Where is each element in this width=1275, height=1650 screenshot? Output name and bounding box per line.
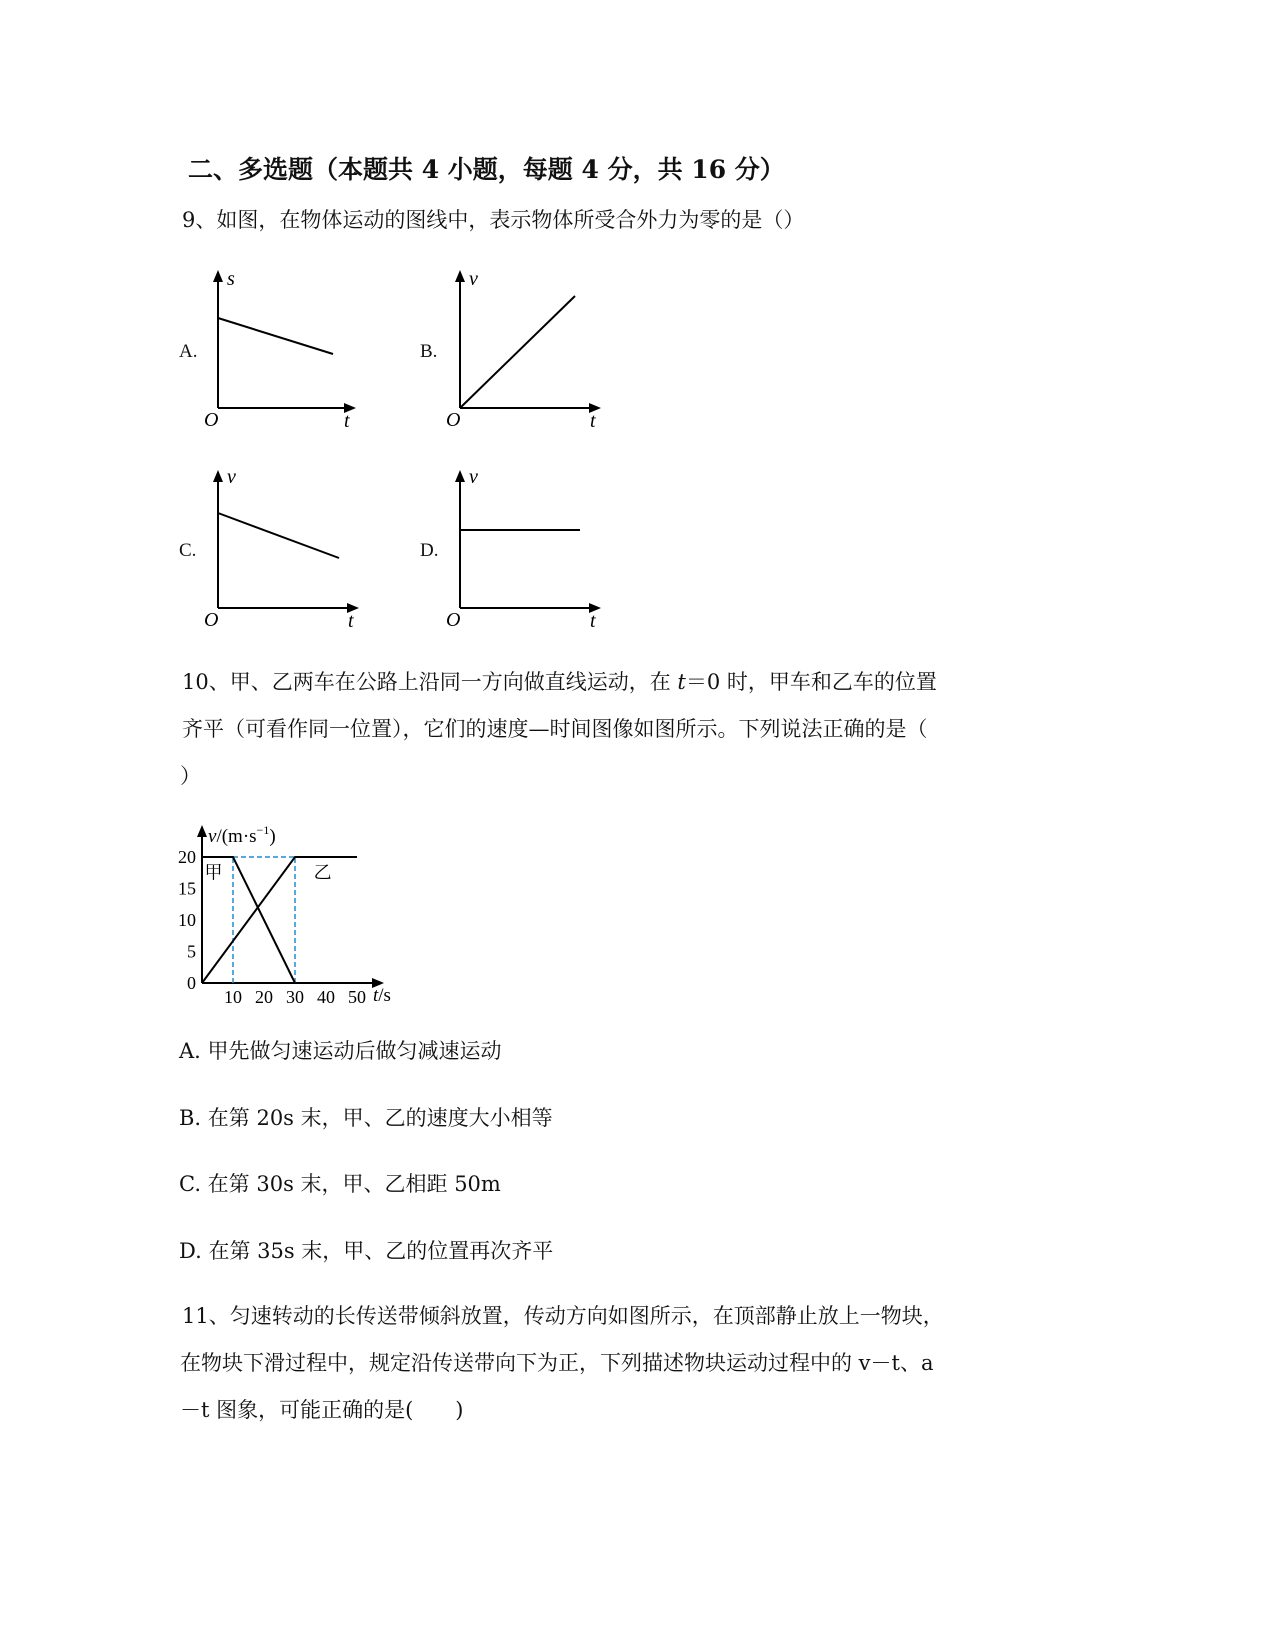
- x-axis-label: t: [590, 610, 596, 632]
- q10-stem-line3: ）: [180, 764, 201, 788]
- origin-label: O: [446, 409, 461, 431]
- series-label-jia: 甲: [204, 862, 223, 884]
- series-label-yi: 乙: [313, 862, 332, 884]
- q10-option-a: A. 甲先做匀速运动后做匀减速运动: [179, 1039, 502, 1063]
- q11-stem-line2: 在物块下滑过程中，规定沿传送带向下为正，下列描述物块运动过程中的 v－t、a: [180, 1351, 934, 1375]
- q9-stem: 9、如图，在物体运动的图线中，表示物体所受合外力为零的是（）: [182, 208, 805, 232]
- series-line-yi: [202, 857, 357, 983]
- q9-graph-a: [196, 265, 366, 435]
- q10-stem-line2: 齐平（可看作同一位置），它们的速度—时间图像如图所示。下列说法正确的是（: [182, 717, 928, 741]
- x-tick-label: 40: [317, 987, 335, 1007]
- y-axis-label: v: [469, 466, 478, 488]
- x-tick-label: 20: [255, 987, 273, 1007]
- origin-label: O: [204, 609, 219, 631]
- q9-option-c-label: C.: [179, 540, 197, 561]
- q9-option-b-label: B.: [420, 341, 438, 362]
- q10-option-c: C. 在第 30s 末，甲、乙相距 50m: [179, 1172, 501, 1196]
- y-tick-label: 0: [187, 973, 196, 993]
- y-axis-label: v: [469, 268, 478, 290]
- y-axis-arrow-icon: [455, 470, 465, 482]
- y-tick-label: 15: [178, 878, 196, 899]
- origin-label: O: [446, 609, 461, 631]
- q10-stem-t: t: [677, 670, 686, 694]
- graph-line: [218, 318, 333, 354]
- origin-label: O: [204, 409, 219, 431]
- series-lines: [202, 857, 357, 983]
- q9-graph-b: [438, 265, 618, 435]
- y-tick-label: 5: [187, 941, 196, 962]
- x-axis-label: t: [348, 610, 354, 632]
- q9-option-d-label: D.: [420, 540, 439, 561]
- y-axis-label: v: [227, 466, 236, 488]
- x-tick-label: 10: [224, 987, 242, 1007]
- x-axis-label: t: [590, 410, 596, 432]
- x-axis-label: t/s: [373, 985, 391, 1006]
- section-heading: 二、多选题（本题共 4 小题，每题 4 分，共 16 分）: [188, 155, 785, 184]
- x-tick-label: 50: [348, 987, 366, 1007]
- q10-stem-part: 10、甲、乙两车在公路上沿同一方向做直线运动，在: [182, 670, 678, 694]
- q9-graph-c: [196, 465, 371, 635]
- q9-graph-d: [438, 465, 618, 635]
- q10-option-d: D. 在第 35s 末，甲、乙的位置再次齐平: [179, 1239, 554, 1263]
- y-axis-label: s: [227, 268, 235, 290]
- y-axis-arrow-icon: [197, 825, 207, 837]
- graph-line: [460, 296, 575, 408]
- y-axis-arrow-icon: [213, 270, 223, 282]
- x-tick-label: 30: [286, 987, 304, 1007]
- q10-option-b: B. 在第 20s 末，甲、乙的速度大小相等: [179, 1106, 553, 1130]
- y-axis-label: $v/(m\cdot s^{-1})$: [208, 823, 276, 847]
- q10-stem-part: ＝0 时，甲车和乙车的位置: [685, 670, 937, 694]
- q10-vt-chart: [150, 815, 420, 1015]
- y-axis-arrow-icon: [213, 470, 223, 482]
- series-labels: [204, 862, 331, 883]
- q11-stem-line3: －t 图象，可能正确的是( ): [180, 1398, 464, 1422]
- q11-stem-line1: 11、匀速转动的长传送带倾斜放置，传动方向如图所示，在顶部静止放上一物块，: [182, 1304, 944, 1328]
- y-tick-label: 20: [178, 847, 196, 867]
- q9-option-a-label: A.: [179, 341, 198, 362]
- x-axis-label: t: [344, 410, 350, 432]
- q10-stem-line1: [182, 668, 937, 696]
- graph-line: [218, 513, 339, 558]
- y-tick-label: 10: [178, 910, 196, 930]
- y-axis-arrow-icon: [455, 270, 465, 282]
